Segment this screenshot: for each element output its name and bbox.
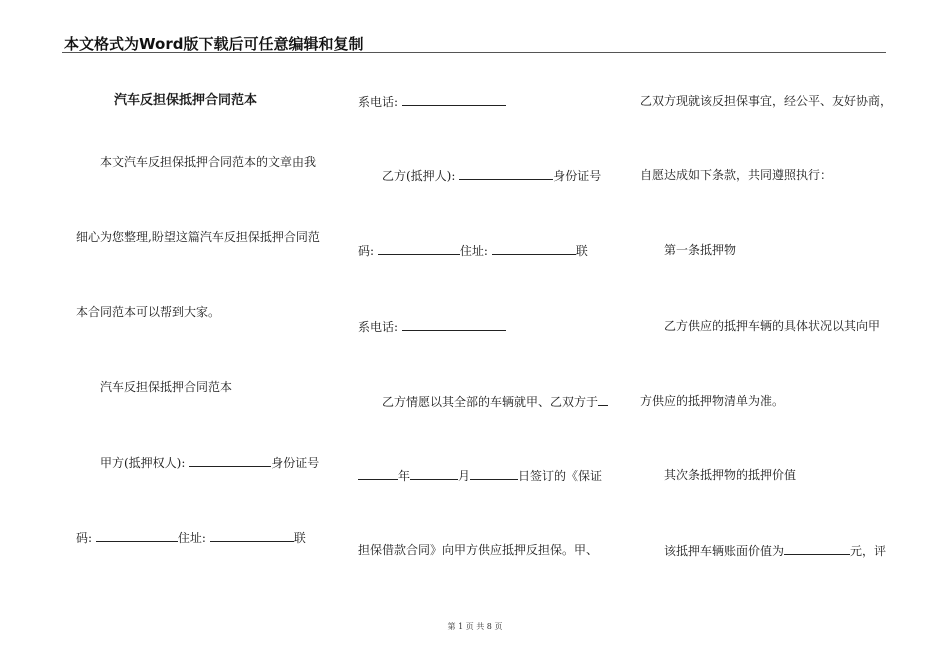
day-blank: [470, 468, 518, 480]
address-blank: [492, 243, 576, 255]
id-number-label: 身份证号: [271, 456, 320, 470]
intro-line-3: 本合同范本可以帮到大家。: [76, 305, 221, 319]
code-label: 码:: [76, 531, 93, 545]
blank: [598, 394, 608, 406]
clause-date-line: [358, 468, 602, 483]
clause-line-3: 担保借款合同》向甲方供应抵押反担保。甲、: [358, 543, 599, 557]
year-label: 年: [398, 469, 411, 483]
article-2-heading: 其次条抵押物的抵押价值: [664, 468, 797, 482]
col3-line-4: 乙方供应的抵押车辆的具体状况以其向甲: [664, 319, 881, 333]
day-signed-text: 日签订的《保证: [518, 469, 603, 483]
clause-line-1: [382, 394, 608, 409]
month-blank: [410, 468, 458, 480]
contact-suffix: 联: [575, 244, 588, 258]
id-number-blank: [378, 243, 460, 255]
year-blank: [358, 468, 398, 480]
party-b-blank: [459, 168, 553, 180]
col3-line-5: 方供应的抵押物清单为准。: [640, 394, 785, 408]
phone-label: 系电话:: [358, 95, 399, 109]
value-text: 该抵押车辆账面价值为: [664, 544, 785, 558]
col3-line-2: 自愿达成如下条款，共同遵照执行：: [640, 168, 833, 182]
header-divider: [62, 52, 886, 53]
party-b-line: [382, 168, 601, 183]
address-label: 住址:: [459, 244, 488, 258]
intro-line-2: 细心为您整理,盼望这篇汽车反担保抵押合同范: [76, 230, 320, 244]
month-label: 月: [458, 469, 471, 483]
value-suffix: 元，评: [850, 544, 887, 558]
document-header-title: 本文格式为Word版下载后可任意编辑和复制: [64, 35, 364, 53]
intro-line-1: 本文汽车反担保抵押合同范本的文章由我: [100, 155, 317, 169]
phone-line-1: [358, 94, 506, 109]
phone-blank: [402, 94, 506, 106]
id-number-blank: [96, 530, 178, 542]
value-blank: [784, 543, 850, 555]
page-footer: 第 1 页 共 8 页: [447, 622, 503, 631]
document-title: 汽车反担保抵押合同范本: [114, 93, 258, 108]
address-blank: [210, 530, 294, 542]
phone-label: 系电话:: [358, 320, 399, 334]
article-1-heading: 第一条抵押物: [664, 243, 737, 257]
party-a-address-line: [76, 530, 306, 545]
party-a-label: 甲方(抵押权人):: [100, 456, 186, 470]
party-a-line: [100, 455, 319, 470]
phone-line-2: [358, 319, 506, 334]
party-a-blank: [189, 455, 271, 467]
contract-subtitle: 汽车反担保抵押合同范本: [100, 380, 233, 394]
code-label: 码:: [358, 244, 375, 258]
party-b-address-line: [358, 243, 588, 258]
contact-suffix: 联: [293, 531, 306, 545]
id-number-label: 身份证号: [553, 169, 602, 183]
clause-text: 乙方情愿以其全部的车辆就甲、乙双方于: [382, 395, 599, 409]
col3-line-1: 乙双方现就该反担保事宜，经公平、友好协商，: [640, 94, 893, 108]
phone-blank: [402, 319, 506, 331]
col3-line-7: [664, 543, 886, 558]
party-b-label: 乙方(抵押人):: [382, 169, 456, 183]
address-label: 住址:: [177, 531, 206, 545]
